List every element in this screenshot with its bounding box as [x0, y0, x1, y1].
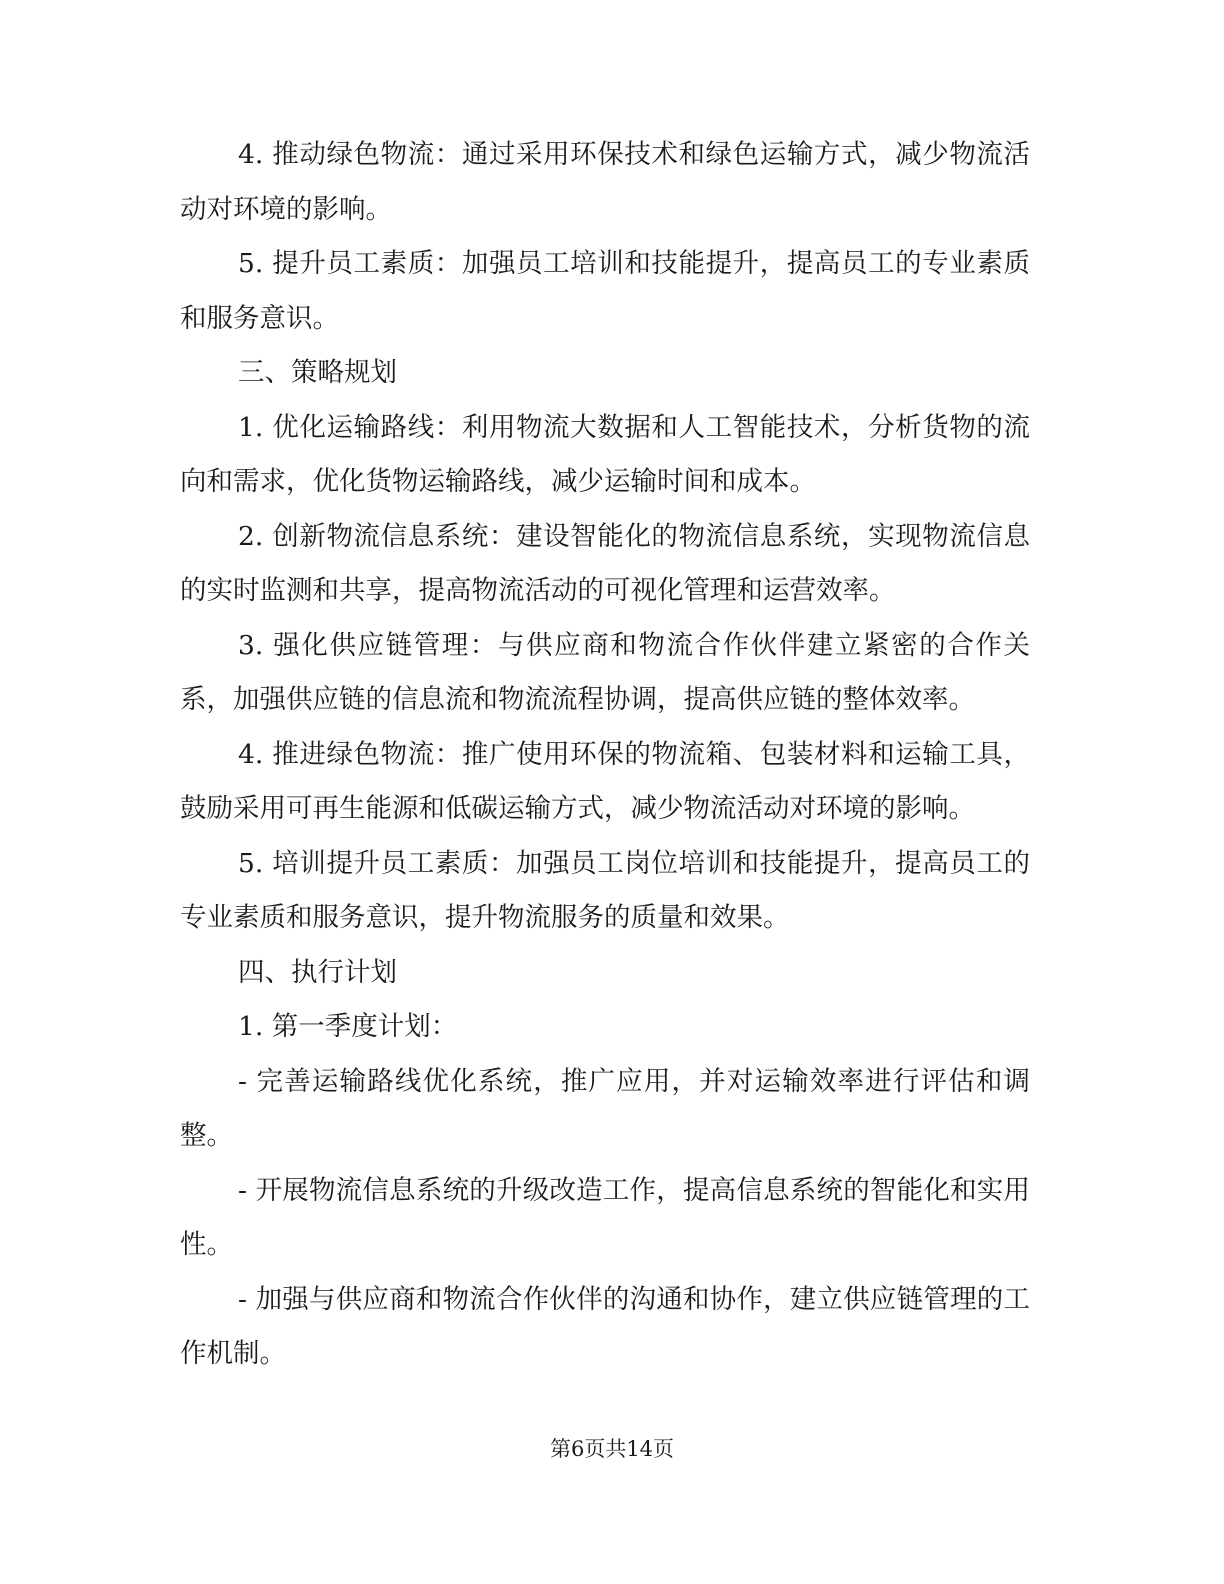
section-heading-execution: 四、执行计划	[238, 956, 397, 988]
paragraph-staff-quality: 5. 提升员工素质：加强员工培训和技能提升，提高员工的专业素质和服务意识。	[180, 248, 1030, 334]
paragraph-supply-chain: 3. 强化供应链管理：与供应商和物流合作伙伴建立紧密的合作关系，加强供应链的信息流和物流流程协调，提高供应链的整体效率。	[180, 629, 1030, 715]
page-number-footer: 第6页共14页	[549, 1437, 675, 1461]
list-item-info-upgrade: - 开展物流信息系统的升级改造工作，提高信息系统的智能化和实用性。	[180, 1174, 1030, 1260]
paragraph-green-logistics: 4. 推动绿色物流：通过采用环保技术和绿色运输方式，减少物流活动对环境的影响。	[180, 139, 1030, 225]
paragraph-promote-green: 4. 推进绿色物流：推广使用环保的物流箱、包装材料和运输工具，鼓励采用可再生能源和低碳运输方式，减少物流活动对环境的影响。	[180, 738, 1030, 824]
section-heading-strategy: 三、策略规划	[238, 357, 397, 388]
paragraph-training: 5. 培训提升员工素质：加强员工岗位培训和技能提升，提高员工的专业素质和服务意识，提升物流服务的质量和效果。	[180, 847, 1030, 933]
list-item-route-system: - 完善运输路线优化系统，推广应用，并对运输效率进行评估和调整。	[180, 1065, 1030, 1151]
paragraph-info-system: 2. 创新物流信息系统：建设智能化的物流信息系统，实现物流信息的实时监测和共享，提高物流活动的可视化管理和运营效率。	[180, 520, 1030, 606]
list-item-partner-collab: - 加强与供应商和物流合作伙伴的沟通和协作，建立供应链管理的工作机制。	[180, 1283, 1030, 1369]
document-body	[180, 128, 1030, 1382]
paragraph-q1-plan: 1. 第一季度计划：	[238, 1011, 458, 1042]
paragraph-route-optimization: 1. 优化运输路线：利用物流大数据和人工智能技术，分析货物的流向和需求，优化货物运输路线，减少运输时间和成本。	[180, 411, 1030, 497]
